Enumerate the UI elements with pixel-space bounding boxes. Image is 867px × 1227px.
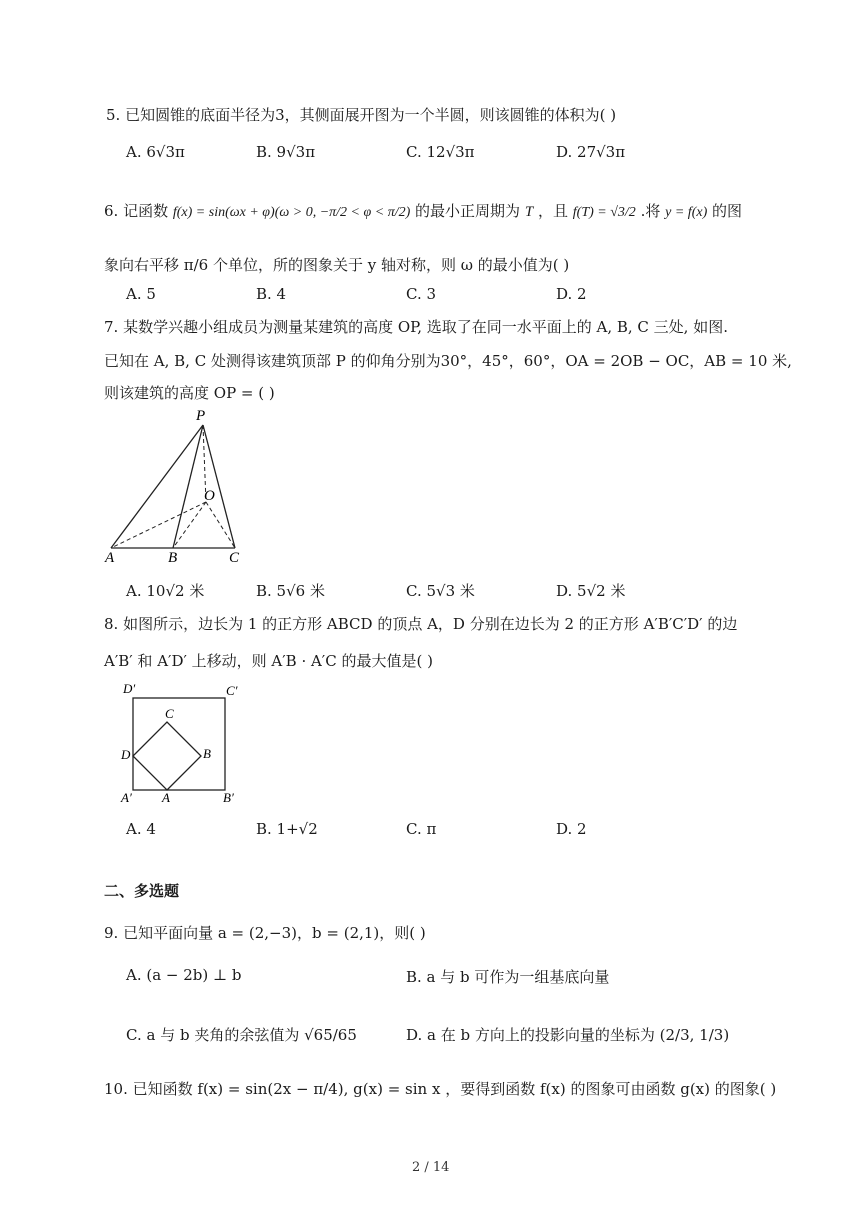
q6-label: 6. 记函数	[104, 202, 169, 220]
q7-label-P: P	[196, 408, 206, 424]
q5-option-a: A. 6√3π	[126, 143, 185, 161]
q8-label-B: B	[203, 746, 211, 761]
q7-line2: 已知在 A, B, C 处测得该建筑顶部 P 的仰角分别为30°，45°，60°，OA = 2OB − OC，AB = 10 米,	[104, 352, 792, 370]
q6-formula: f(x) = sin(ωx + φ)(ω > 0, −π/2 < φ < π/2)	[172, 205, 411, 220]
q8-inner-square	[133, 722, 201, 790]
q5-option-b: B. 9√3π	[256, 143, 316, 161]
q7-edge-PA	[111, 425, 203, 548]
q6-line1	[104, 200, 742, 221]
q5-stem: 5. 已知圆锥的底面半径为3，其侧面展开图为一个半圆，则该圆锥的体积为( )	[106, 106, 617, 124]
q7-option-b: B. 5√6 米	[256, 582, 325, 600]
q7-edge-OC	[206, 502, 235, 548]
page-number: 2 / 14	[412, 1160, 450, 1175]
q7-figure	[100, 405, 260, 565]
q8-option-d: D. 2	[556, 820, 587, 838]
q9-option-b: B. a 与 b 可作为一组基底向量	[406, 968, 610, 986]
q8-option-a: A. 4	[126, 820, 156, 838]
q8-label-B1: B′	[223, 790, 234, 805]
q6-option-d: D. 2	[556, 285, 587, 303]
q7-option-c: C. 5√3 米	[406, 582, 475, 600]
q6-option-b: B. 4	[256, 285, 287, 303]
q6-y: y = f(x)	[665, 205, 708, 220]
q7-label-A: A	[105, 550, 115, 565]
q7-label-B: B	[168, 550, 178, 565]
q10-stem: 10. 已知函数 f(x) = sin(2x − π/4), g(x) = sin x ，要得到函数 f(x) 的图象可由函数 g(x) 的图象( )	[104, 1080, 777, 1098]
q6-text-graph: 的图	[712, 202, 743, 220]
q6-option-c: C. 3	[406, 285, 437, 303]
q9-option-c: C. a 与 b 夹角的余弦值为 √65/65	[126, 1026, 357, 1044]
q7-line1: 7. 某数学兴趣小组成员为测量某建筑的高度 OP, 选取了在同一水平面上的 A, B, C 三处, 如图.	[104, 318, 728, 336]
q7-option-a: A. 10√2 米	[126, 582, 205, 600]
q9-option-a: A. (a − 2b) ⊥ b	[126, 966, 242, 984]
q7-line3: 则该建筑的高度 OP = ( )	[104, 384, 275, 402]
q6-condition: f(T) = √3/2	[572, 205, 636, 220]
q6-text-shift: .将	[640, 202, 661, 220]
q8-label-D: D	[121, 747, 131, 762]
q9-option-d: D. a 在 b 方向上的投影向量的坐标为 (2/3, 1/3)	[406, 1026, 730, 1044]
q6-line2: 象向右平移 π/6 个单位，所的图象关于 y 轴对称，则 ω 的最小值为( )	[104, 256, 570, 274]
q5-option-c: C. 12√3π	[406, 143, 475, 161]
q8-option-c: C. π	[406, 820, 437, 838]
section-title-multiple-choice: 二、多选题	[104, 882, 180, 900]
q6-T: T	[524, 204, 534, 220]
q6-text-period: 的最小正周期为	[415, 202, 521, 220]
q7-edge-OA	[111, 502, 206, 548]
q9-stem: 9. 已知平面向量 a = (2,−3)，b = (2,1)，则( )	[104, 924, 426, 942]
q7-option-d: D. 5√2 米	[556, 582, 626, 600]
q8-label-D1: D′	[123, 681, 136, 696]
q8-line1: 8. 如图所示，边长为 1 的正方形 ABCD 的顶点 A，D 分别在边长为 2 的正方形 A′B′C′D′ 的边	[104, 615, 738, 633]
q7-label-C: C	[229, 550, 240, 565]
q6-text-and: ，且	[537, 202, 568, 220]
q8-label-C: C	[165, 706, 174, 721]
q8-label-A1: A′	[121, 790, 132, 805]
q8-figure	[115, 680, 255, 810]
q8-option-b: B. 1+√2	[256, 820, 318, 838]
q6-option-a: A. 5	[126, 285, 156, 303]
q7-edge-PC	[203, 425, 235, 548]
q8-outer-square	[133, 698, 225, 790]
q7-label-O: O	[204, 488, 215, 504]
q5-option-d: D. 27√3π	[556, 143, 626, 161]
q8-label-C1: C′	[226, 683, 238, 698]
q8-label-A: A	[162, 790, 170, 805]
q8-line2: A′B′ 和 A′D′ 上移动，则 A′B · A′C 的最大值是( )	[104, 652, 433, 670]
q7-edge-PB	[173, 425, 203, 548]
